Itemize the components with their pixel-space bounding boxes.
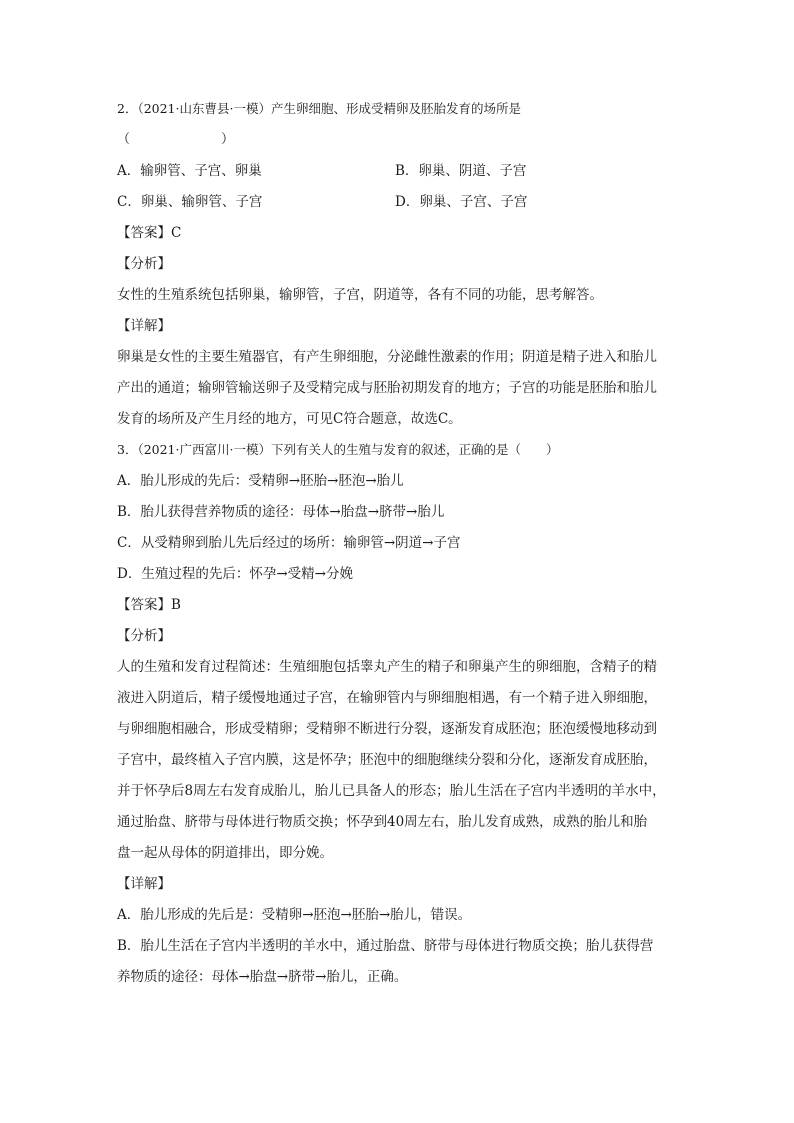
q3-option-b: B．胎儿获得营养物质的途径：母体→胎盘→脐带→胎儿 — [117, 504, 445, 520]
q3-analysis — [117, 656, 677, 864]
q2-option-b: B．卵巢、阴道、子宫 — [395, 163, 527, 179]
q2-options-row-1 — [117, 160, 677, 182]
q3-analysis-line: 子宫中，最终植入子宫内膜，这是怀孕；胚泡中的细胞继续分裂和分化，逐渐发育成胚胎， — [117, 752, 657, 768]
q2-option-c: C．卵巢、输卵管、子宫 — [117, 194, 263, 210]
q3-detail-line: A．胎儿形成的先后是：受精卵→胚泡→胚胎→胎儿，错误。 — [117, 907, 472, 923]
q3-answer: 【答案】B — [117, 597, 181, 613]
question-2 — [117, 98, 677, 430]
q3-analysis-tag: 【分析】 — [117, 628, 171, 644]
q3-detail-tag: 【详解】 — [117, 876, 171, 892]
q3-analysis-line: 并于怀孕后8周左右发育成胎儿，胎儿已具备人的形态；胎儿生活在子宫内半透明的羊水中， — [117, 783, 666, 799]
q3-analysis-line: 与卵细胞相融合，形成受精卵；受精卵不断进行分裂，逐渐发育成胚泡；胚泡缓慢地移动到 — [117, 721, 657, 737]
q2-analysis: 女性的生殖系统包括卵巢，输卵管，子宫，阴道等，各有不同的功能，思考解答。 — [117, 287, 603, 303]
q3-title: 3．（2021·广西富川·一模）下列有关人的生殖与发育的叙述，正确的是（ ） — [117, 442, 559, 457]
q2-detail-tag: 【详解】 — [117, 318, 171, 334]
q2-detail — [117, 346, 677, 430]
q3-analysis-line: 通过胎盘、脐带与母体进行物质交换；怀孕到40周左右，胎儿发育成熟，成熟的胎儿和胎 — [117, 814, 648, 830]
q2-title: 2．（2021·山东曹县·一模）产生卵细胞、形成受精卵及胚胎发育的场所是 — [117, 101, 521, 116]
q2-answer: 【答案】C — [117, 225, 182, 241]
q3-detail-line: 养物质的途径：母体→胎盘→脐带→胎儿，正确。 — [117, 969, 408, 985]
q3-analysis-line: 人的生殖和发育过程简述：生殖细胞包括睾丸产生的精子和卵巢产生的卵细胞，含精子的精 — [117, 659, 657, 675]
q3-detail-line: B．胎儿生活在子宫内半透明的羊水中，通过胎盘、脐带与母体进行物质交换；胎儿获得营 — [117, 938, 654, 954]
q3-option-c: C．从受精卵到胎儿先后经过的场所：输卵管→阴道→子宫 — [117, 535, 461, 551]
q2-detail-line: 产出的通道；输卵管输送卵子及受精完成与胚胎初期发育的地方；子宫的功能是胚胎和胎儿 — [117, 380, 657, 396]
q2-options-row-2 — [117, 191, 677, 213]
q3-analysis-line: 盘一起从母体的阴道排出，即分娩。 — [117, 845, 333, 861]
question-3 — [117, 439, 677, 988]
q2-option-a: A．输卵管、子宫、卵巢 — [117, 163, 262, 179]
q2-analysis-tag: 【分析】 — [117, 256, 171, 272]
document-page — [117, 98, 677, 997]
q3-option-a: A．胎儿形成的先后：受精卵→胚胎→胚泡→胎儿 — [117, 473, 404, 489]
q2-detail-line: 发育的场所及产生月经的地方，可见C符合题意，故选C。 — [117, 411, 462, 427]
q2-option-d: D．卵巢、子宫、子宫 — [395, 194, 528, 210]
q2-detail-line: 卵巢是女性的主要生殖器官，有产生卵细胞，分泌雌性激素的作用；阴道是精子进入和胎儿 — [117, 349, 657, 365]
q3-detail — [117, 904, 677, 988]
q3-analysis-line: 液进入阴道后，精子缓慢地通过子宫，在输卵管内与卵细胞相遇，有一个精子进入卵细胞， — [117, 690, 657, 706]
q3-option-d: D．生殖过程的先后：怀孕→受精→分娩 — [117, 566, 353, 582]
q2-answer-blank: （ ） — [117, 132, 235, 147]
